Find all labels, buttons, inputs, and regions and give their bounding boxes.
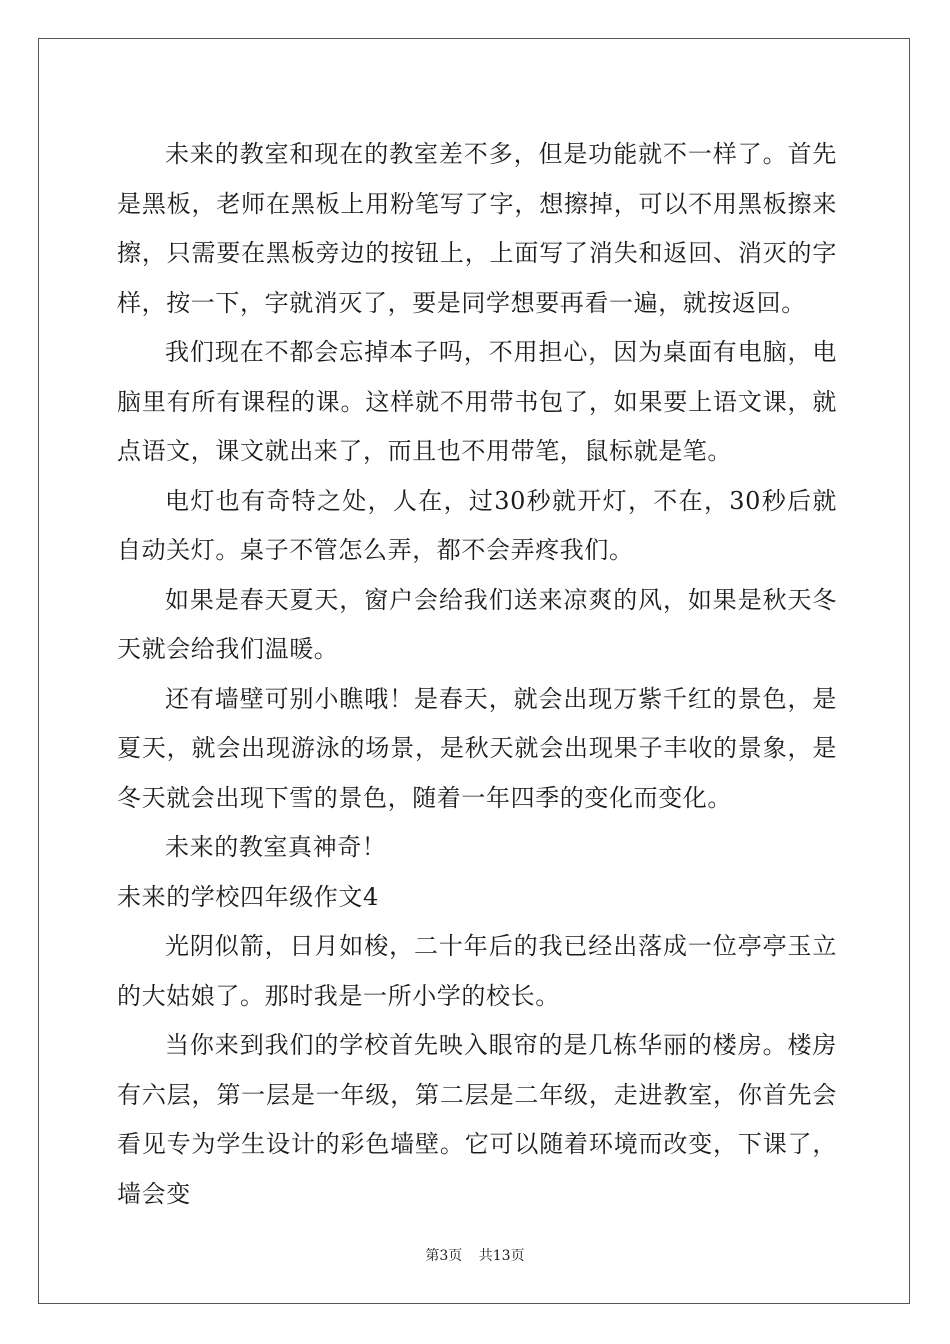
paragraph: 我们现在不都会忘掉本子吗，不用担心，因为桌面有电脑，电脑里有所有课程的课。这样就不用带书包了，如果要上语文课，就点语文，课文就出来了，而且也不用带笔，鼠标就是笔。 [117, 338, 837, 465]
section-title: 未来的学校四年级作文4 [117, 882, 379, 911]
page-footer [0, 1245, 950, 1265]
page-total: 共13页 [478, 1248, 525, 1264]
paragraph: 电灯也有奇特之处，人在，过30秒就开灯，不在，30秒后就自动关灯。桌子不管怎么弄，都不会弄疼我们。 [117, 486, 837, 564]
paragraph: 未来的教室真神奇！ [165, 833, 387, 861]
paragraph: 还有墙壁可别小瞧哦！是春天，就会出现万紫千红的景色，是夏天，就会出现游泳的场景，是秋天就会出现果子丰收的景象，是冬天就会出现下雪的景色，随着一年四季的变化而变化。 [117, 684, 837, 812]
paragraph: 当你来到我们的学校首先映入眼帘的是几栋华丽的楼房。楼房有六层，第一层是一年级，第二层是二年级，走进教室，你首先会看见专为学生设计的彩色墙壁。它可以随着环境而改变，下课了，墙会变 [117, 1031, 837, 1208]
page-number: 第3页 [425, 1248, 463, 1264]
paragraph: 如果是春天夏天，窗户会给我们送来凉爽的风，如果是秋天冬天就会给我们温暖。 [117, 585, 837, 663]
paragraph: 未来的教室和现在的教室差不多，但是功能就不一样了。首先是黑板，老师在黑板上用粉笔写了字，想擦掉，可以不用黑板擦来擦，只需要在黑板旁边的按钮上，上面写了消失和返回、消灭的字样，按一下，字就消灭了，要是同学想要再看一遍，就按返回。 [117, 140, 837, 317]
paragraph: 光阴似箭，日月如梭，二十年后的我已经出落成一位亭亭玉立的大姑娘了。那时我是一所小学的校长。 [117, 932, 837, 1010]
document-body [117, 130, 837, 1219]
